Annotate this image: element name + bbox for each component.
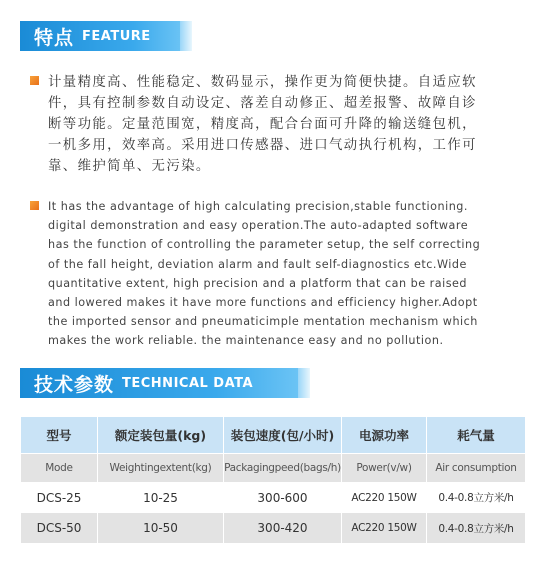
subheader-power: Power(v/w) <box>342 454 427 483</box>
features-text-cn: 计量精度高、性能稳定、数码显示，操作更为简便快捷。自适应软件，具有控制参数自动设定、落差自动修正、超差报警、故障自诊断等功能。定量范围宽，精度高，配合台面可升降的输送缝包机，一机多用，效率高。采用进口传感器、进口气动执行机构，工作可靠、维护简单、无污染。 <box>48 75 477 174</box>
cell-model: DCS-25 <box>21 483 98 513</box>
header-air: 耗气量 <box>427 417 526 454</box>
header-power: 电源功率 <box>342 417 427 454</box>
subheader-weighting: Weightingextent(kg) <box>98 454 224 483</box>
cell-power: AC220 150W <box>342 513 427 544</box>
cell-power: AC220 150W <box>342 483 427 513</box>
features-paragraph-en <box>48 197 488 351</box>
cell-air: 0.4-0.8立方米/h <box>427 483 526 513</box>
table-subheader-row <box>21 454 526 483</box>
technical-data-banner <box>20 368 300 398</box>
cell-speed: 300-600 <box>224 483 342 513</box>
cell-speed: 300-420 <box>224 513 342 544</box>
subheader-speed: Packagingpeed(bags/h) <box>224 454 342 483</box>
cell-model: DCS-50 <box>21 513 98 544</box>
header-model: 型号 <box>21 417 98 454</box>
header-weighting: 额定装包量(kg) <box>98 417 224 454</box>
cell-weighting: 10-25 <box>98 483 224 513</box>
table-row <box>21 483 526 513</box>
features-title-cn: 特点 <box>34 26 75 49</box>
features-paragraph-cn <box>48 72 488 177</box>
cell-weighting: 10-50 <box>98 513 224 544</box>
table-row <box>21 513 526 544</box>
technical-title-cn: 技术参数 <box>34 373 115 396</box>
features-title-en: FEATURE <box>82 28 151 44</box>
technical-title-en: TECHNICAL DATA <box>122 375 254 391</box>
spec-table <box>20 416 526 544</box>
square-bullet-icon <box>30 76 39 85</box>
cell-air: 0.4-0.8立方米/h <box>427 513 526 544</box>
subheader-air: Air consumption <box>427 454 526 483</box>
square-bullet-icon <box>30 201 39 210</box>
subheader-model: Mode <box>21 454 98 483</box>
features-banner <box>20 21 182 51</box>
header-speed: 装包速度(包/小时) <box>224 417 342 454</box>
features-text-en: It has the advantage of high calculating precision,stable functioning. digital demonstration and easy operation.The auto-adapted software has the function of controlling the parameter setup, the self correcting of the fall height, deviation alarm and fault self-diagnostics etc.Wide quantitative extent, high precision and a platform that can be raised and lowered makes it have more functions and efficiency higher.Adopt the imported sensor and pneumaticimple mentation mechanism which makes the work reliable. the maintenance easy and no pollution. <box>48 200 481 348</box>
table-header-row <box>21 417 526 454</box>
